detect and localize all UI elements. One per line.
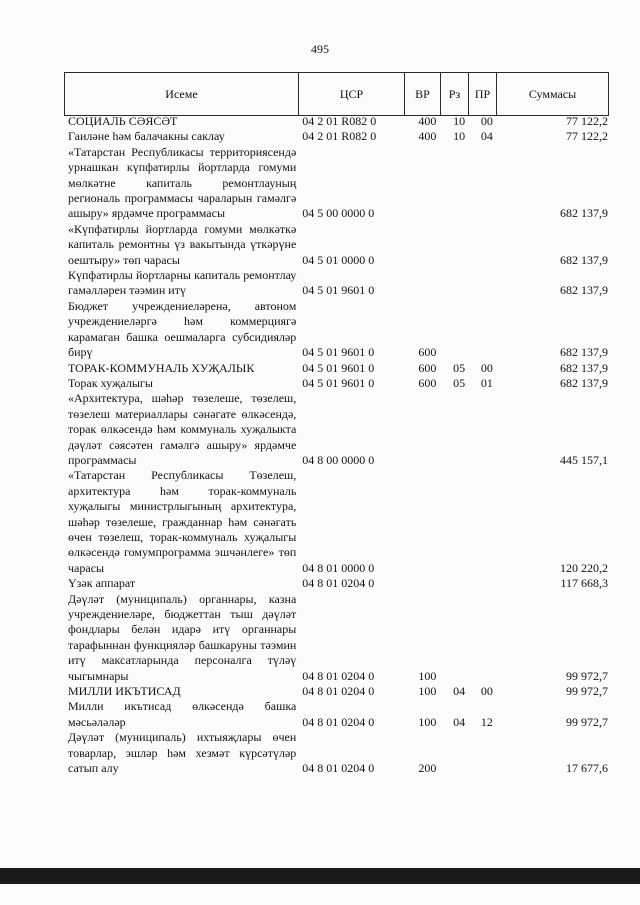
header-rz: Рз <box>441 73 469 116</box>
row-name: «Күпфатирлы йортларда гомуми мөлкәткә капиталь ремонтны үз вакытында үткәрүне оештыру» төп чарасы <box>68 221 297 267</box>
row-csr: 04 8 01 0204 0 <box>302 714 375 729</box>
row-pr: 01 <box>480 375 493 390</box>
row-name: «Татарстан Республикасы территориясендә урнашкан күпфатирлы йортларда гомуми мөлкәтне капиталь ремонтлауның региональ программасы чараларын гамәлгә ашыру» ярдәмче программасы <box>68 144 297 221</box>
table-row <box>64 468 608 576</box>
row-name: Үзәк аппарат <box>68 576 136 591</box>
row-vr: 600 <box>418 360 437 375</box>
row-sum: 445 157,1 <box>560 452 609 467</box>
table-row <box>64 699 608 730</box>
scan-border-bar <box>0 868 640 884</box>
row-rz: 05 <box>453 360 466 375</box>
row-vr: 100 <box>418 668 437 683</box>
row-sum: 682 137,9 <box>560 252 609 267</box>
table-row <box>64 576 608 591</box>
table-row <box>64 730 608 776</box>
row-name: Дәүләт (муниципаль) ихтыяҗлары өчен товарлар, эшләр һәм хезмәт күрсәтүләр сатып алу <box>68 730 297 776</box>
table-row <box>64 361 608 376</box>
row-sum: 99 972,7 <box>566 684 609 699</box>
row-csr: 04 8 01 0204 0 <box>302 761 375 776</box>
row-vr: 200 <box>418 761 437 776</box>
header-name: Исеме <box>65 73 299 116</box>
row-vr: 600 <box>418 375 437 390</box>
table-header <box>64 72 609 116</box>
row-name: СОЦИАЛЬ СӘЯСӘТ <box>68 114 178 128</box>
row-name: «Татарстан Республикасы Төзелеш, архитектура һәм торак-коммуналь хуҗалыгы министрлыгының архитектура, шәһәр төзелеше, гражданнар һәм сәнәгать өчен төзелеш, торак-коммуналь хуҗалыгы өлкәсендә гомумпрограмма эшчәнлеге» төп чарасы <box>68 468 297 575</box>
table-row <box>64 114 608 129</box>
row-csr: 04 8 01 0204 0 <box>302 668 375 683</box>
row-csr: 04 5 01 9601 0 <box>302 360 375 375</box>
row-sum: 682 137,9 <box>560 283 609 298</box>
row-name: Күпфатирлы йортларны капиталь ремонтлау гамәлләрен тәэмин итү <box>68 268 297 298</box>
row-vr: 400 <box>418 114 437 128</box>
row-name: Гаиләне һәм балачакны саклау <box>68 129 225 144</box>
row-rz: 10 <box>453 129 466 144</box>
table-row <box>64 145 608 222</box>
row-pr: 00 <box>480 684 493 699</box>
row-rz: 04 <box>453 714 466 729</box>
row-csr: 04 5 01 0000 0 <box>302 252 375 267</box>
header-sum: Суммасы <box>497 73 609 116</box>
page-number: 495 <box>311 42 329 56</box>
row-sum: 682 137,9 <box>560 345 609 360</box>
row-rz: 10 <box>453 114 466 128</box>
row-vr: 100 <box>418 684 437 699</box>
table-row <box>64 391 608 468</box>
row-csr: 04 5 01 9601 0 <box>302 375 375 390</box>
row-sum: 17 677,6 <box>566 761 609 776</box>
table-row <box>64 592 608 684</box>
row-csr: 04 8 00 0000 0 <box>302 452 375 467</box>
row-csr: 04 8 01 0204 0 <box>302 576 375 591</box>
row-sum: 117 668,3 <box>560 576 609 591</box>
row-name: ТОРАК-КОММУНАЛЬ ХУҖАЛЫК <box>68 360 255 375</box>
header-pr: ПР <box>469 73 497 116</box>
row-name: «Архитектура, шәһәр төзелеше, төзелеш, төзелеш материаллары сәнәгате өлкәсендә, торак өлкәсендә һәм коммуналь хуҗалыкта дәүләт сәясәтен гамәлгә ашыру» ярдәмче программасы <box>68 391 297 467</box>
row-csr: 04 8 01 0204 0 <box>302 684 375 699</box>
row-name: Дәүләт (муниципаль) органнары, казна учреждениеләре, бюджеттан тыш дәүләт фондлары белән идарә итү органнары тарафыннан функцияләр башкаруны тәэмин итү максатларында персоналга түләү чыгымнары <box>68 591 297 683</box>
row-sum: 120 220,2 <box>560 560 609 575</box>
row-name: Бюджет учреждениеләренә, автоном учреждениеләргә һәм коммерциягә карамаган башка оешмаларга субсидияләр бирү <box>68 298 297 360</box>
row-name: Торак хуҗалыгы <box>68 375 153 390</box>
table-row <box>64 376 608 391</box>
row-vr: 100 <box>418 714 437 729</box>
row-csr: 04 8 01 0000 0 <box>302 560 375 575</box>
row-pr: 12 <box>480 714 493 729</box>
row-sum: 682 137,9 <box>560 375 609 390</box>
table-row <box>64 129 608 144</box>
row-sum: 77 122,2 <box>566 129 609 144</box>
row-pr: 00 <box>480 114 493 128</box>
row-sum: 99 972,7 <box>566 668 609 683</box>
row-sum: 682 137,9 <box>560 206 609 221</box>
table-row <box>64 222 608 268</box>
row-csr: 04 5 00 0000 0 <box>302 206 375 221</box>
row-csr: 04 2 01 R082 0 <box>302 129 377 144</box>
table-row <box>64 268 608 299</box>
header-vr: ВР <box>405 73 441 116</box>
table-row <box>64 684 608 699</box>
row-sum: 77 122,2 <box>566 114 609 128</box>
row-csr: 04 5 01 9601 0 <box>302 283 375 298</box>
row-rz: 04 <box>453 684 466 699</box>
row-pr: 04 <box>480 129 493 144</box>
row-sum: 682 137,9 <box>560 360 609 375</box>
table-row <box>64 299 608 361</box>
row-rz: 05 <box>453 375 466 390</box>
row-vr: 400 <box>418 129 437 144</box>
row-sum: 99 972,7 <box>566 714 609 729</box>
row-pr: 00 <box>480 360 493 375</box>
row-name: Милли икътисад өлкәсендә башка мәсьәләләр <box>68 699 297 729</box>
row-csr: 04 2 01 R082 0 <box>302 114 377 128</box>
table-body <box>64 114 608 776</box>
row-csr: 04 5 01 9601 0 <box>302 345 375 360</box>
row-vr: 600 <box>418 345 437 360</box>
row-name: МИЛЛИ ИКЪТИСАД <box>68 684 181 699</box>
header-csr: ЦСР <box>299 73 405 116</box>
